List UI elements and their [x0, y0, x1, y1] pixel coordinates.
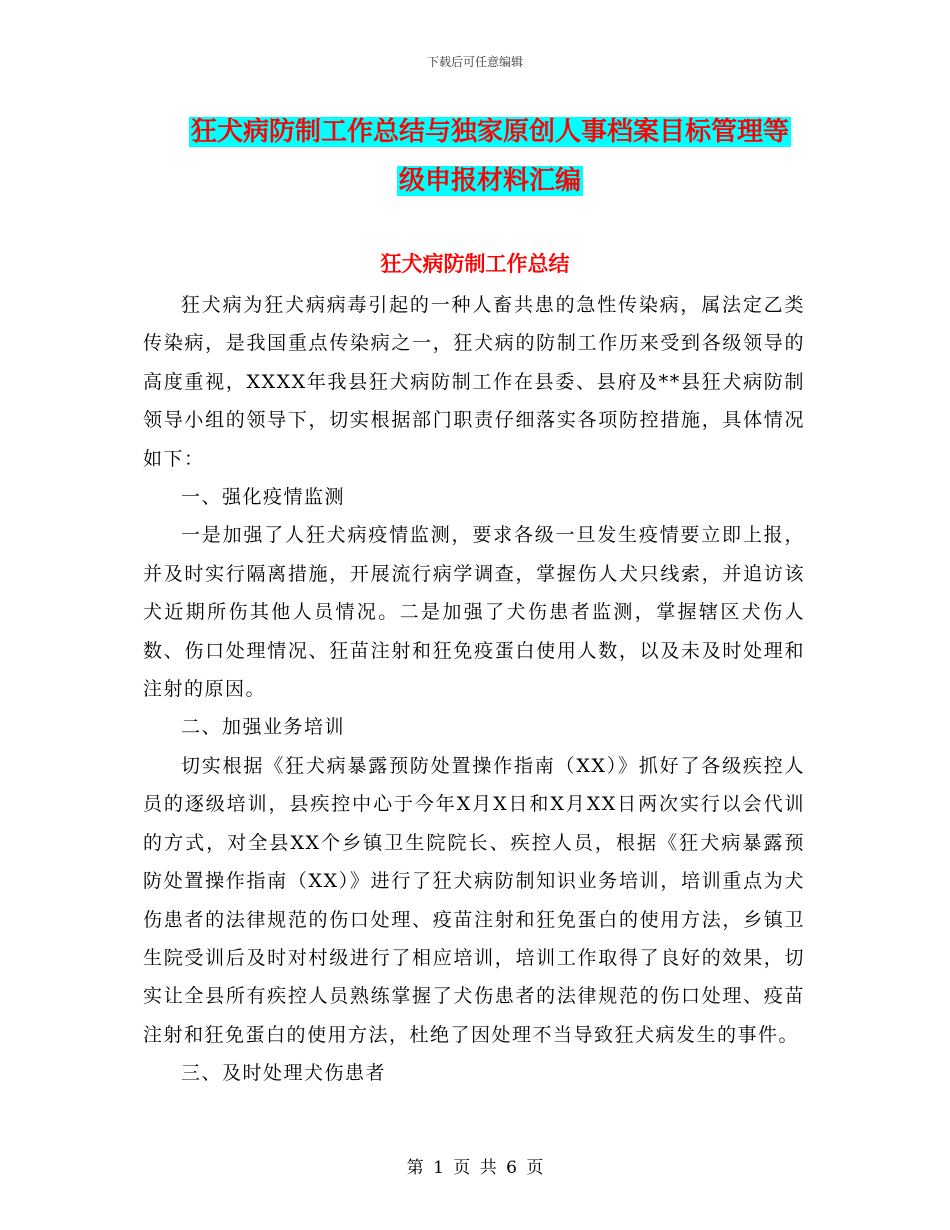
document-title-line-2: 级申报材料汇编 — [398, 166, 581, 196]
heading-treatment: 三、及时处理犬伤患者 — [181, 1062, 387, 1085]
heading-monitoring: 一、强化疫情监测 — [181, 486, 346, 509]
heading-training: 二、加强业务培训 — [181, 716, 346, 739]
body-text — [143, 286, 805, 1093]
document-title — [140, 108, 840, 206]
page-footer: 第 1 页 共 6 页 — [406, 1158, 544, 1178]
paragraph-training: 切实根据《狂犬病暴露预防处置操作指南（XX）》抓好了各级疾控人员的逐级培训，县疾控中心于今年X月X日和X月XX日两次实行以会代训的方式，对全县XX个乡镇卫生院院长、疾控人员，根据《狂犬病暴露预防处置操作指南（XX）》进行了狂犬病防制知识业务培训，培训重点为犬伤患者的法律规范的伤口处理、疫苗注射和狂免蛋白的使用方法，乡镇卫生院受训后及时对村级进行了相应培训，培训工作取得了良好的效果，切实让全县所有疾控人员熟练掌握了犬伤患者的法律规范的伤口处理、疫苗注射和狂免蛋白的使用方法，杜绝了因处理不当导致狂犬病发生的事件。 — [143, 754, 805, 1046]
paragraph-intro: 狂犬病为狂犬病病毒引起的一种人畜共患的急性传染病，属法定乙类传染病，是我国重点传染病之一，狂犬病的防制工作历来受到各级领导的高度重视，XXXX年我县狂犬病防制工作在县委、县府及**县狂犬病防制领导小组的领导下，切实根据部门职责仔细落实各项防控措施，具体情况如下： — [143, 294, 805, 470]
header-note: 下载后可任意编辑 — [426, 55, 523, 69]
paragraph-monitoring: 一是加强了人狂犬病疫情监测，要求各级一旦发生疫情要立即上报，并及时实行隔离措施，开展流行病学调查，掌握伤人犬只线索，并追访该犬近期所伤其他人员情况。二是加强了犬伤患者监测，掌握辖区犬伤人数、伤口处理情况、狂苗注射和狂免疫蛋白使用人数，以及未及时处理和注射的原因。 — [143, 524, 805, 701]
document-title-line-1: 狂犬病防制工作总结与独家原创人事档案目标管理等 — [190, 117, 789, 147]
section-title: 狂犬病防制工作总结 — [380, 252, 570, 276]
